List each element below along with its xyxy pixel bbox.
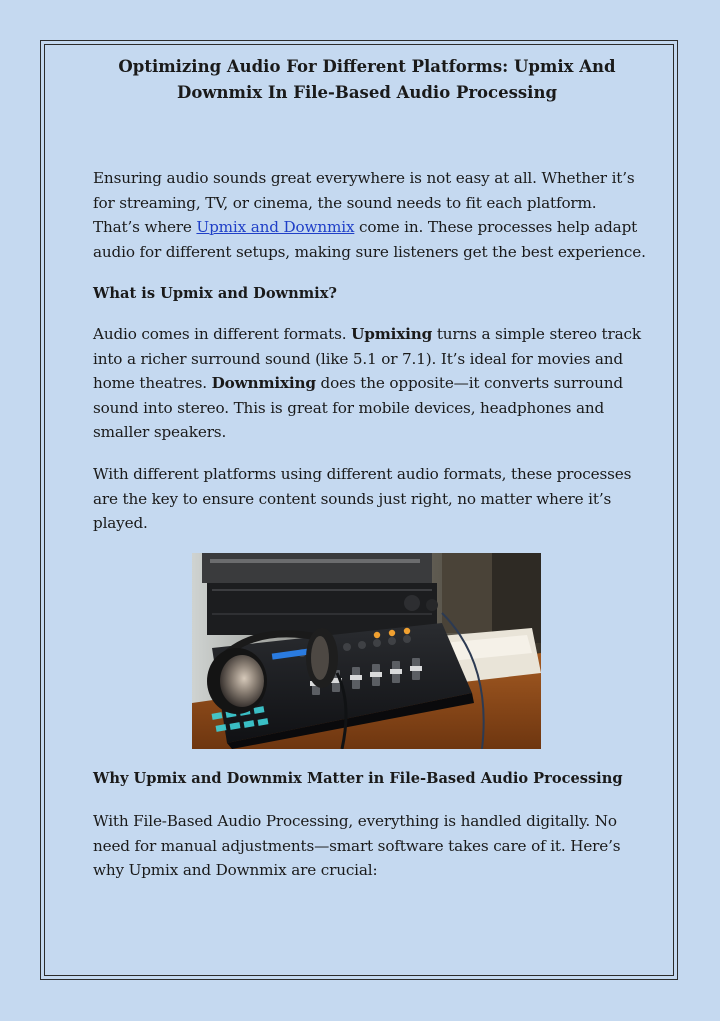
intro-line-3-text-a: That’s where <box>93 218 197 236</box>
s1p1-line-3-text-a: home theatres. <box>93 374 212 392</box>
section1-paragraph-2 <box>93 462 653 536</box>
s2p1-line-2: need for manual adjustments—smart software takes care of it. Here’s <box>93 836 621 855</box>
headphones-mixer-photo <box>192 553 541 749</box>
s1p1-line-1 <box>93 322 653 347</box>
intro-paragraph <box>93 166 653 264</box>
s2p1-line-3: why Upmix and Downmix are crucial: <box>93 861 378 879</box>
s1p1-line-1-text-b: turns a simple stereo track <box>432 325 641 343</box>
s1p1-line-3-text-b: does the opposite—it converts surround <box>315 374 623 392</box>
section2-paragraph-1 <box>93 809 653 883</box>
upmixing-bold: Upmixing <box>351 325 433 343</box>
intro-line-4: audio for different setups, making sure listeners get the best experience. <box>93 242 646 261</box>
s2p1-line-1: With File-Based Audio Processing, everything is handled digitally. No <box>93 812 617 830</box>
intro-line-2: for streaming, TV, or cinema, the sound needs to fit each platform. <box>93 193 597 212</box>
section1-paragraph-1 <box>93 322 653 445</box>
s1p1-line-3 <box>93 371 653 396</box>
page-title-line-1: Optimizing Audio For Different Platforms: Upmix And <box>118 57 616 76</box>
section-heading-why-matter: Why Upmix and Downmix Matter in File-Based Audio Processing <box>93 770 623 787</box>
page-title-line-2: Downmix In File-Based Audio Processing <box>177 83 557 102</box>
upmix-downmix-link[interactable]: Upmix and Downmix <box>196 218 355 236</box>
intro-line-1: Ensuring audio sounds great everywhere is not easy at all. Whether it’s <box>93 169 635 187</box>
intro-line-3-text-b: come in. These processes help adapt <box>354 218 638 236</box>
s1p2-line-1: With different platforms using different audio formats, these processes <box>93 465 632 483</box>
intro-line-3 <box>93 215 653 240</box>
s1p2-line-2: are the key to ensure content sounds just right, no matter where it’s <box>93 489 612 508</box>
page-title <box>93 54 641 106</box>
section-heading-what-is: What is Upmix and Downmix? <box>93 285 337 302</box>
s1p2-line-3: played. <box>93 514 148 532</box>
s1p1-line-4: sound into stereo. This is great for mobile devices, headphones and <box>93 398 605 417</box>
s1p1-line-5: smaller speakers. <box>93 423 227 441</box>
s1p1-line-1-text-a: Audio comes in different formats. <box>93 325 352 343</box>
downmixing-bold: Downmixing <box>211 374 316 392</box>
s1p1-line-2: into a richer surround sound (like 5.1 or 7.1). It’s ideal for movies and <box>93 349 623 368</box>
